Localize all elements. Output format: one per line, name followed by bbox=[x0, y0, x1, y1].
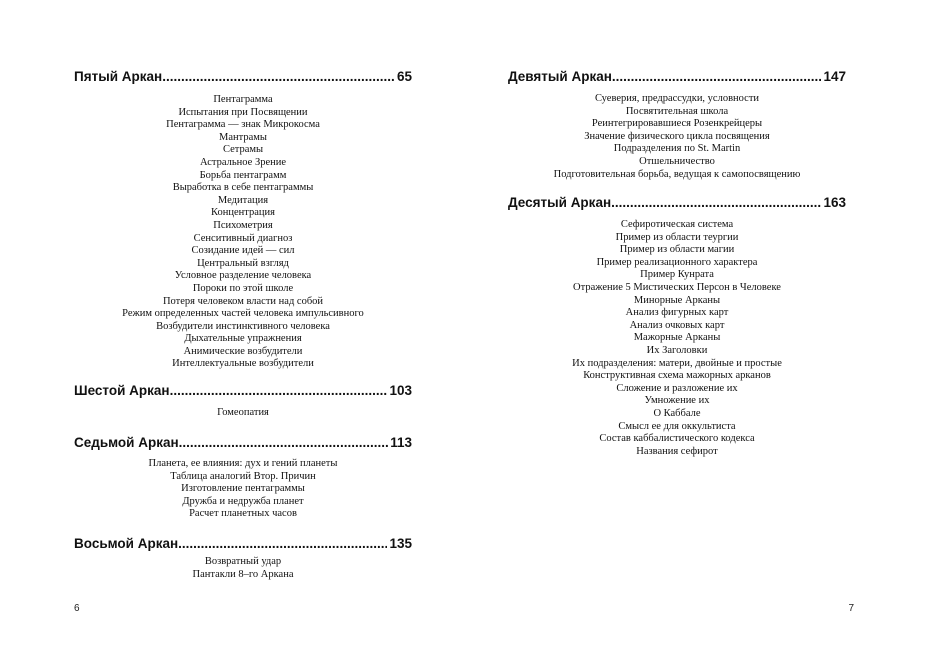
topic-item: Потеря человеком власти над собой bbox=[162, 295, 324, 307]
topic-item: Режим определенных частей человека импульсивного bbox=[122, 308, 364, 320]
topic-item: Мажорные Арканы bbox=[633, 332, 721, 344]
topic-item: Подразделения по St. Martin bbox=[613, 143, 741, 155]
topic-item: Возвратный удар bbox=[204, 556, 282, 567]
topic-item: Умножение их bbox=[644, 395, 710, 407]
section-title: Пятый Аркан bbox=[74, 69, 163, 84]
topic-item: Астральное Зрение bbox=[199, 156, 287, 168]
topic-item: Сетрамы bbox=[222, 144, 264, 156]
topic-item: Посвятительная школа bbox=[625, 105, 729, 117]
topic-item: Анализ фигурных карт bbox=[625, 307, 729, 319]
topic-item: Их Заголовки bbox=[646, 344, 708, 356]
topic-item: Созидание идей — сил bbox=[191, 245, 295, 257]
topic-item: Отшельничество bbox=[639, 155, 715, 167]
section-heading bbox=[508, 195, 846, 211]
toc-section bbox=[508, 69, 846, 181]
section-title: Девятый Аркан bbox=[508, 69, 612, 84]
page-number: 103 bbox=[389, 383, 412, 398]
topic-item: Медитация bbox=[217, 194, 269, 206]
section-title: Десятый Аркан bbox=[508, 195, 612, 210]
topic-item: Расчет планетных часов bbox=[189, 508, 297, 520]
page-number: 163 bbox=[823, 195, 846, 210]
topic-item: Подготовительная борьба, ведущая к самопосвящению bbox=[553, 168, 801, 180]
topic-item: Пантакли 8–го Аркана bbox=[192, 568, 294, 580]
topic-item: Пентаграмма — знак Микрокосма bbox=[166, 119, 320, 131]
topic-item: Борьба пентаграмм bbox=[199, 169, 287, 181]
topic-item: Пример из области теургии bbox=[615, 231, 739, 243]
topic-item: Пример из области магии bbox=[619, 244, 735, 256]
section-title: Шестой Аркан bbox=[74, 383, 170, 398]
dot-leader bbox=[179, 435, 389, 451]
topic-item: Таблица аналогий Втор. Причин bbox=[170, 470, 316, 482]
page-number: 113 bbox=[390, 435, 412, 450]
section-heading bbox=[74, 435, 412, 451]
toc-section bbox=[74, 536, 412, 581]
topic-item: Дыхательные упражнения bbox=[184, 333, 302, 345]
topic-item: Пороки по этой школе bbox=[192, 282, 294, 294]
section-heading bbox=[74, 383, 412, 399]
page-number: 147 bbox=[823, 69, 846, 84]
dot-leader bbox=[170, 383, 388, 399]
topic-item: Пример реализационного характера bbox=[596, 256, 758, 268]
section-heading bbox=[508, 69, 846, 85]
topic-item: Интеллектуальные возбудители bbox=[172, 358, 314, 370]
topic-item: Условное разделение человека bbox=[174, 270, 312, 282]
right-page bbox=[508, 0, 854, 667]
page-number: 135 bbox=[389, 536, 412, 551]
section-heading bbox=[74, 69, 412, 85]
section-heading bbox=[74, 536, 412, 552]
topic-item: Сенситивный диагноз bbox=[193, 232, 293, 244]
topic-item: Мантрамы bbox=[219, 131, 267, 143]
topic-item: Отражение 5 Мистических Персон в Человеке bbox=[573, 281, 781, 293]
topic-item: Концентрация bbox=[211, 207, 275, 219]
topic-list bbox=[74, 94, 412, 371]
topic-item: Суеверия, предрассудки, условности bbox=[594, 93, 760, 104]
dot-leader bbox=[162, 69, 395, 85]
left-page bbox=[74, 0, 412, 667]
topic-item: Сложение и разложение их bbox=[616, 382, 738, 394]
topic-item: Выработка в себе пентаграммы bbox=[172, 182, 314, 194]
toc-section bbox=[74, 435, 412, 521]
topic-item: Их подразделения: матери, двойные и простые bbox=[572, 357, 782, 369]
topic-item: Состав каббалистического кодекса bbox=[599, 433, 755, 445]
topic-item: Гомеопатия bbox=[217, 407, 269, 418]
page-folio: 7 bbox=[848, 603, 854, 614]
section-title: Седьмой Аркан bbox=[74, 435, 179, 450]
topic-item: Изготовление пентаграммы bbox=[181, 483, 305, 495]
topic-item: Пентаграмма bbox=[213, 94, 273, 105]
dot-leader bbox=[178, 536, 387, 552]
topic-item: Пример Кунрата bbox=[640, 269, 714, 281]
topic-item: Планета, ее влияния: дух и гений планеты bbox=[148, 458, 338, 469]
topic-list bbox=[508, 93, 846, 181]
topic-list bbox=[74, 458, 412, 521]
topic-item: Минорные Арканы bbox=[633, 294, 721, 306]
dot-leader bbox=[612, 69, 822, 85]
dot-leader bbox=[611, 195, 821, 211]
page-number: 65 bbox=[396, 69, 412, 84]
topic-item: Смысл ее для оккультиста bbox=[618, 420, 736, 432]
topic-item: О Каббале bbox=[653, 407, 701, 419]
topic-list bbox=[74, 407, 412, 420]
topic-item: Названия сефирот bbox=[636, 445, 718, 457]
toc-section bbox=[74, 69, 412, 371]
topic-item: Центральный взгляд bbox=[197, 257, 289, 269]
topic-item: Возбудители инстинктивного человека bbox=[156, 320, 330, 332]
topic-item: Анализ очковых карт bbox=[629, 319, 725, 331]
toc-section bbox=[508, 195, 846, 458]
topic-item: Испытания при Посвящении bbox=[178, 106, 308, 118]
section-title: Восьмой Аркан bbox=[74, 536, 179, 551]
topic-item: Дружба и недружба планет bbox=[182, 495, 304, 507]
topic-item: Анимические возбудители bbox=[183, 345, 303, 357]
toc-section bbox=[74, 383, 412, 420]
topic-item: Конструктивная схема мажорных арканов bbox=[583, 370, 771, 382]
topic-list bbox=[74, 556, 412, 581]
topic-item: Психометрия bbox=[213, 219, 273, 231]
topic-item: Сефиротическая система bbox=[620, 219, 734, 230]
topic-list bbox=[508, 219, 846, 458]
page-folio: 6 bbox=[74, 603, 80, 614]
topic-item: Реинтегрировавшиеся Розенкрейцеры bbox=[591, 118, 763, 130]
topic-item: Значение физического цикла посвящения bbox=[584, 130, 770, 142]
